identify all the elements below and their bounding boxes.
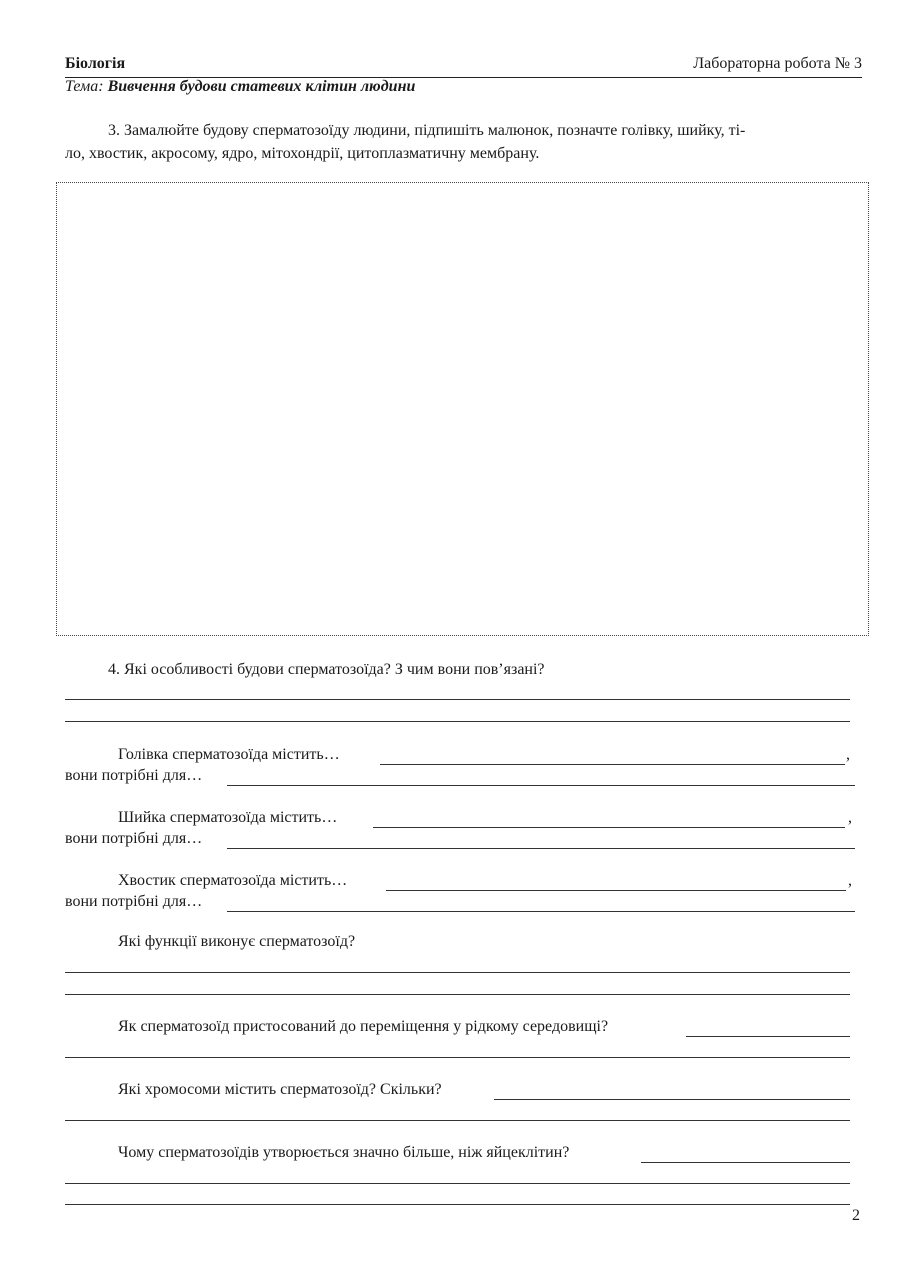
comma: , bbox=[848, 809, 852, 826]
answer-line[interactable] bbox=[227, 911, 855, 912]
answer-line[interactable] bbox=[65, 1057, 850, 1058]
task4-question: 4. Які особливості будови сперматозоїда? З чим вони пов’язані? bbox=[108, 661, 545, 678]
answer-line[interactable] bbox=[65, 1204, 850, 1205]
head-prompt: Голівка сперматозоїда містить… bbox=[118, 746, 340, 763]
page-number: 2 bbox=[852, 1207, 860, 1224]
answer-line[interactable] bbox=[65, 1183, 850, 1184]
answer-line[interactable] bbox=[65, 1120, 850, 1121]
topic-title: Вивчення будови статевих клітин людини bbox=[107, 78, 416, 95]
task3-line1: 3. Замалюйте будову сперматозоїду людини, підпишіть малюнок, позначте голівку, шийку, ті- bbox=[108, 122, 746, 139]
task3-line2: ло, хвостик, акросому, ядро, мітохондрії, цитоплазматичну мембрану. bbox=[65, 145, 540, 162]
comma: , bbox=[846, 746, 850, 763]
topic bbox=[65, 78, 415, 96]
functions-question: Які функції виконує сперматозоїд? bbox=[118, 933, 356, 950]
answer-line[interactable] bbox=[65, 994, 850, 995]
movement-question: Як сперматозоїд пристосований до переміщення у рідкому середовищі? bbox=[118, 1018, 609, 1035]
topic-label: Тема: bbox=[65, 78, 104, 95]
subject-title: Біологія bbox=[65, 55, 126, 72]
comma: , bbox=[848, 872, 852, 889]
answer-line[interactable] bbox=[373, 827, 845, 828]
answer-line[interactable] bbox=[65, 721, 850, 722]
answer-line[interactable] bbox=[494, 1099, 850, 1100]
answer-line[interactable] bbox=[65, 699, 850, 700]
needed-for-label: вони потрібні для… bbox=[65, 893, 203, 910]
lab-number: Лабораторна робота № 3 bbox=[693, 55, 862, 72]
chromosomes-question: Які хромосоми містить сперматозоїд? Скільки? bbox=[118, 1081, 442, 1098]
needed-for-label: вони потрібні для… bbox=[65, 767, 203, 784]
answer-line[interactable] bbox=[686, 1036, 850, 1037]
answer-line[interactable] bbox=[227, 848, 855, 849]
answer-line[interactable] bbox=[65, 972, 850, 973]
neck-prompt: Шийка сперматозоїда містить… bbox=[118, 809, 338, 826]
quantity-question: Чому сперматозоїдів утворюється значно більше, ніж яйцеклітин? bbox=[118, 1144, 570, 1161]
answer-line[interactable] bbox=[227, 785, 855, 786]
task3-instructions bbox=[65, 119, 862, 165]
drawing-area[interactable] bbox=[56, 182, 869, 636]
needed-for-label: вони потрібні для… bbox=[65, 830, 203, 847]
answer-line[interactable] bbox=[641, 1162, 850, 1163]
answer-line[interactable] bbox=[380, 764, 845, 765]
answer-line[interactable] bbox=[386, 890, 846, 891]
tail-prompt: Хвостик сперматозоїда містить… bbox=[118, 872, 348, 889]
